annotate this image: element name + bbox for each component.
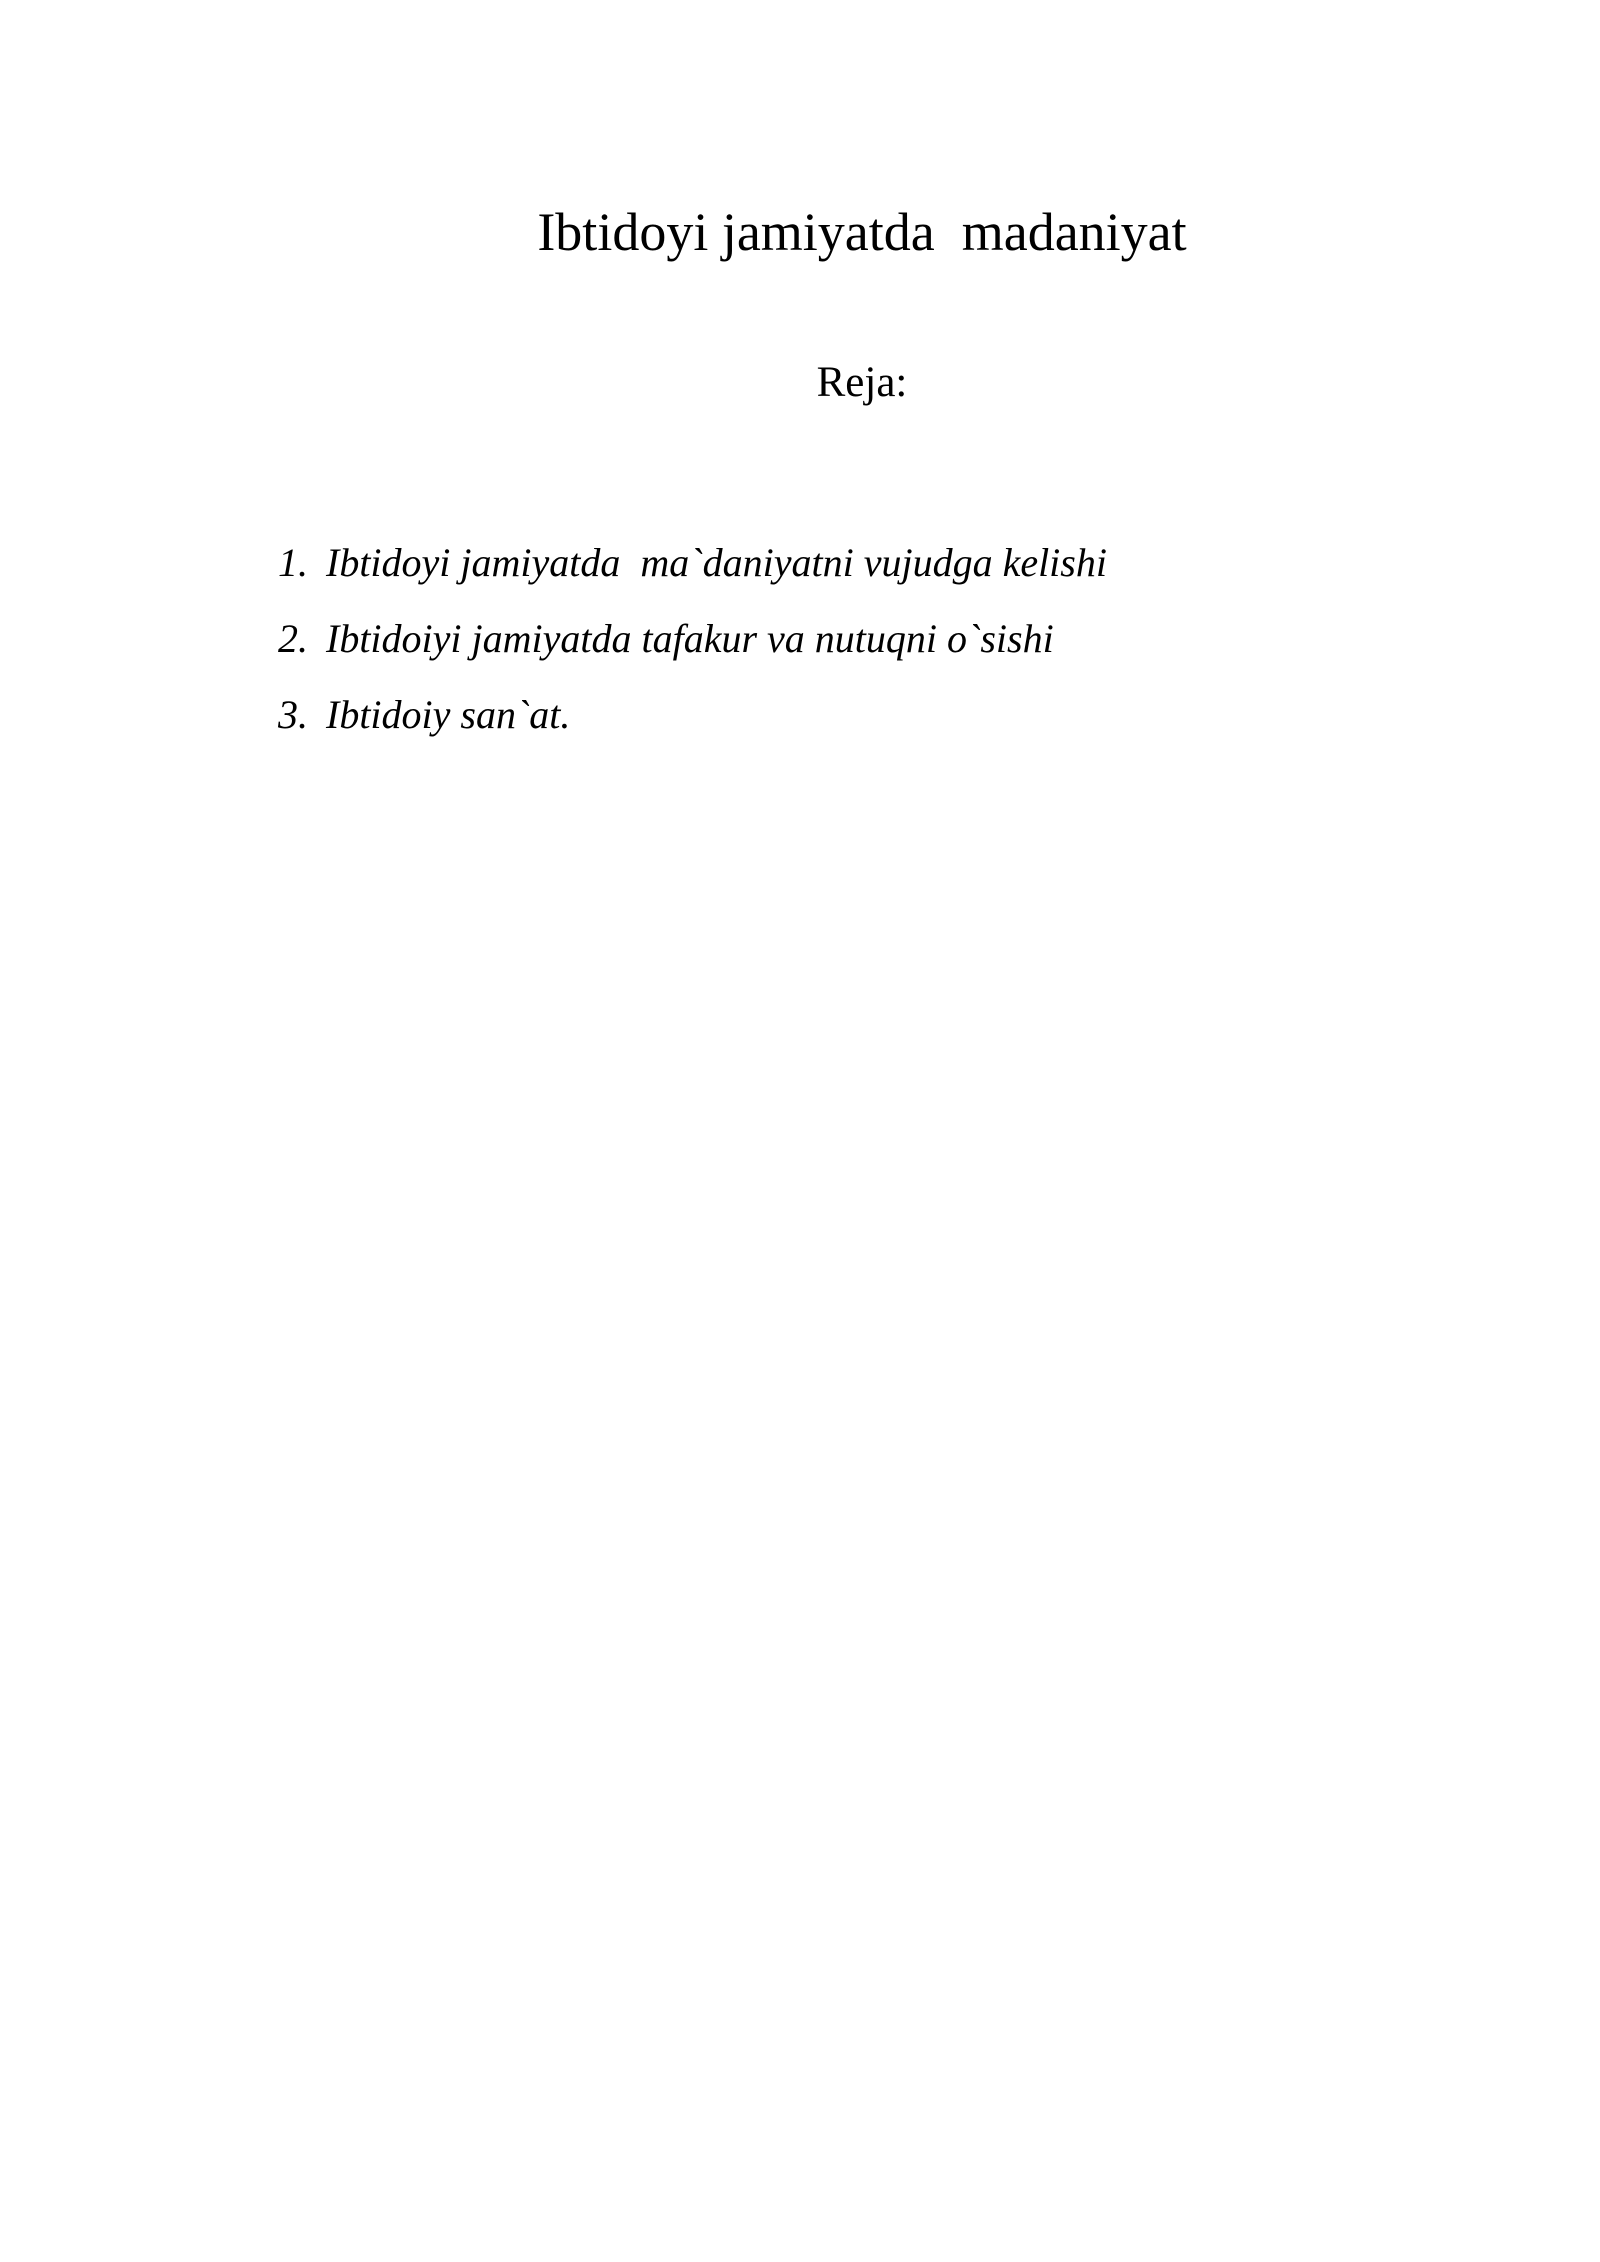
plan-item-number: 3.	[278, 692, 308, 737]
plan-item-1	[278, 535, 1107, 611]
plan-item-number: 2.	[278, 616, 308, 661]
plan-item-2	[278, 611, 1107, 687]
plan-item-number: 1.	[278, 540, 308, 585]
plan-heading: Reja:	[816, 359, 908, 406]
plan-item-text: Ibtidoiyi jamiyatda tafakur va nutuqni o`sishi	[326, 616, 1054, 661]
page-title: Ibtidoyi jamiyatda madaniyat	[537, 202, 1187, 262]
plan-item-3	[278, 687, 1107, 763]
plan-item-text: Ibtidoyi jamiyatda ma`daniyatni vujudga kelishi	[326, 540, 1107, 585]
plan-item-text: Ibtidoiy san`at.	[326, 692, 571, 737]
plan-list	[278, 535, 1107, 763]
